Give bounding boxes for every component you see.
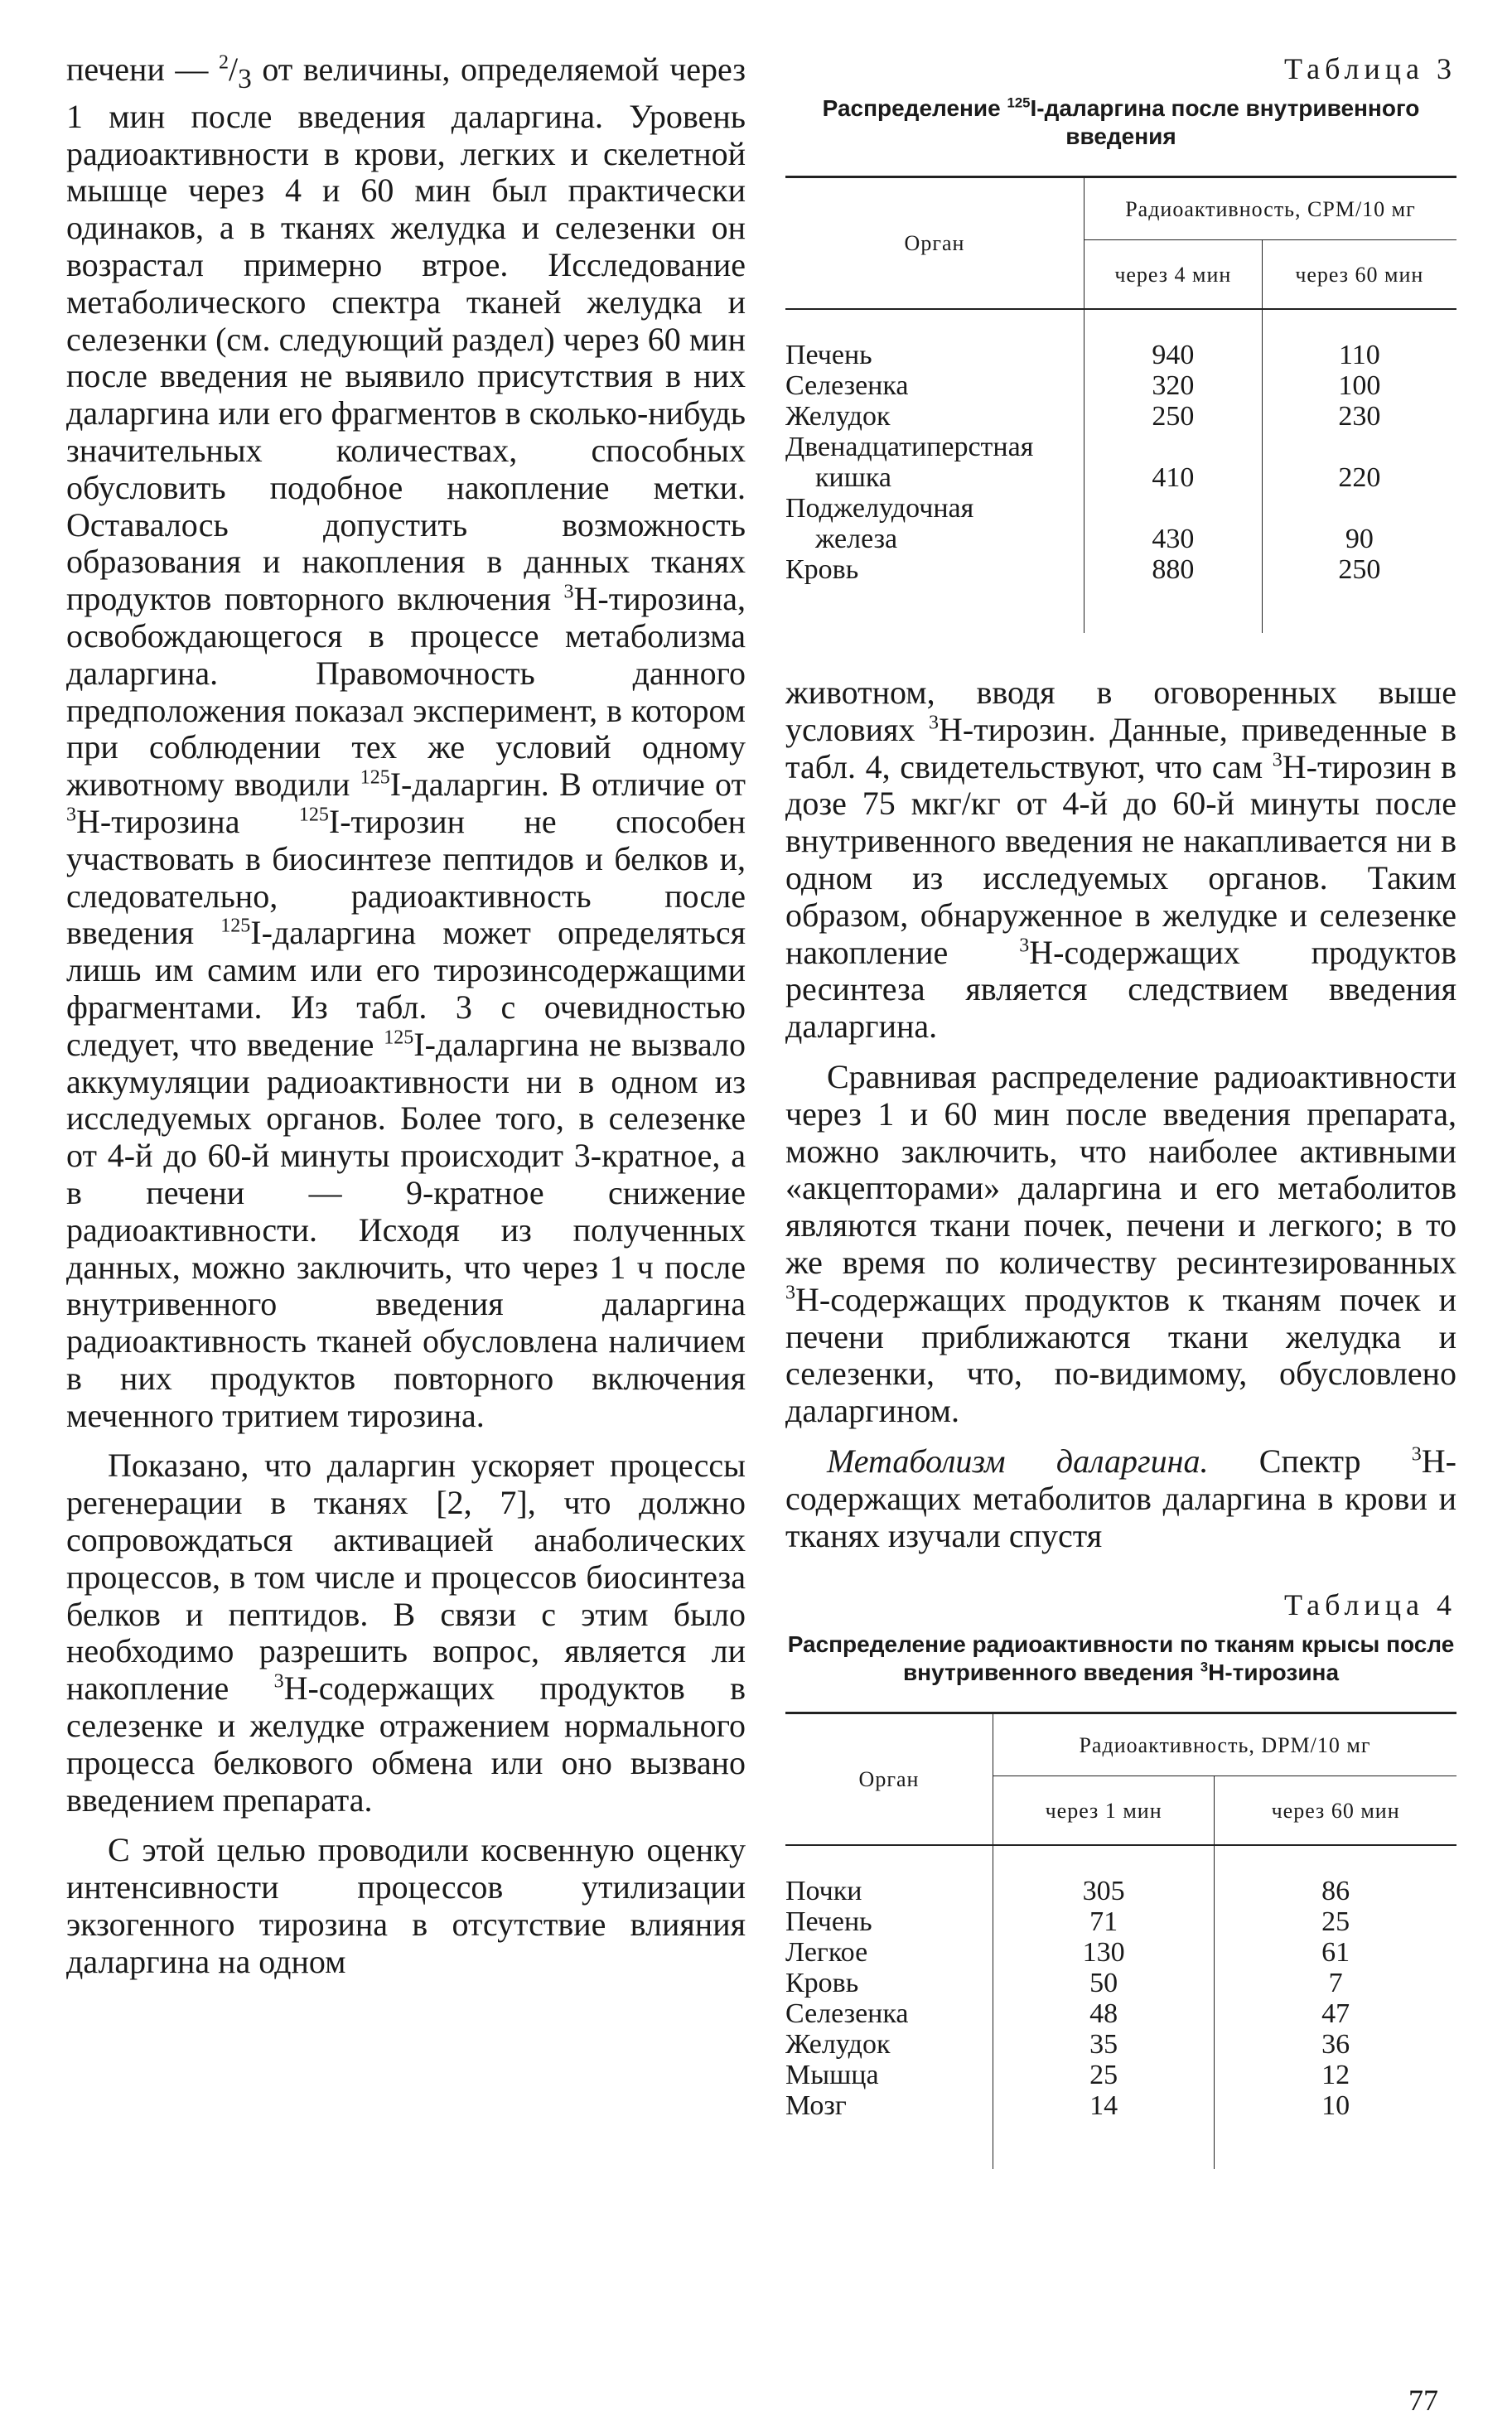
value-cell: 230 (1338, 401, 1381, 432)
table-row (785, 370, 1456, 401)
organ-cell: Поджелудочная железа (785, 493, 1084, 554)
value-cell: 305 (993, 1845, 1215, 1906)
table-label: Таблица 3 (1284, 52, 1456, 85)
value-cell: 48 (993, 1998, 1215, 2029)
left-column (66, 51, 746, 1981)
value-cell: 130 (993, 1937, 1215, 1968)
value-cell: 25 (993, 2060, 1215, 2090)
value-cell: 220 (1338, 462, 1381, 493)
header-time-b: через 60 мин (1262, 240, 1456, 310)
table-row (785, 1998, 1456, 2029)
value-cell: 7 (1328, 1968, 1343, 1999)
header-radioactivity: Радиоактивность, CPM/10 мг (1084, 177, 1457, 240)
data-table (785, 176, 1456, 633)
value-cell: 320 (1084, 370, 1263, 401)
table-row (785, 493, 1456, 554)
header-organ: Орган (785, 177, 1084, 310)
organ-cell: Легкое (785, 1937, 993, 1968)
organ-cell: Кровь (785, 1968, 993, 1998)
organ-cell: Желудок (785, 2029, 993, 2060)
table-row (785, 309, 1456, 370)
organ-cell: Мышца (785, 2060, 993, 2090)
organ-cell: Двенадцатиперстная кишка (785, 432, 1084, 493)
value-cell: 61 (1321, 1937, 1350, 1969)
organ-cell: Печень (785, 309, 1084, 370)
table-3 (785, 51, 1456, 633)
value-cell: 71 (993, 1906, 1215, 1937)
value-cell: 36 (1321, 2029, 1350, 2061)
right-text (785, 674, 1456, 1554)
page-number: 77 (1408, 2384, 1438, 2417)
organ-cell: Селезенка (785, 370, 1084, 401)
value-cell: 100 (1338, 370, 1381, 401)
header-radioactivity: Радиоактивность, DPM/10 мг (993, 1713, 1457, 1776)
value-cell: 50 (993, 1968, 1215, 1998)
data-table (785, 1712, 1456, 2169)
paragraph: печени — $^2/_3$ от величины, определяемой через 1 мин после введения даларгина. Уровень радиоактивности в крови, легких и скелетной мышце через 4 и 60 мин был практически одинаков, а в тканях желудка и селезенки он возрастал примерно втрое. Исследование метаболического спектра тканей желудка и селезенки (см. следующий раздел) через 60 мин после введения не выявило присутствия в них даларгина или его фрагментов в сколько-нибудь значительных количествах, способных обусловить подобное накопление метки. Оставалось допустить возможность образования и накопления в данных тканях продуктов повторного включения $^3$Н-тирозина, освобождающегося в процессе метаболизма даларгина. Правомочность данного предположения показал эксперимент, в котором при соблюдении тех же условий одному животному вводили $^{125}$I-даларгин. В отличие от $^3$Н-тирозина $^{125}$I-тирозин не способен участвовать в биосинтезе пептидов и белков и, следовательно, радиоактивность после введения $^{125}$I-даларгина может определяться лишь им самим или его тирозинсодержащими фрагментами. Из табл. 3 с очевидностью следует, что введение $^{125}$I-даларгина не вызвало аккумуляции радиоактивности ни в одном из исследуемых органов. Более того, в селезенке от 4-й до 60-й минуты происходит 3-кратное, а в печени — 9-кратное снижение радиоактивности. Исходя из полученных данных, можно заключить, что через 1 ч после внутривенного введения даларгина радиоактивность тканей обусловлена наличием в них продуктов повторного включения меченного тритием тирозина. (66, 51, 746, 1434)
value-cell: 880 (1084, 554, 1263, 633)
table-title: Распределение радиоактивности по тканям крысы после внутривенного введения $^3$Н-тирозина (787, 1631, 1455, 1686)
value-cell: 10 (1321, 2090, 1350, 2122)
value-cell: 35 (993, 2029, 1215, 2060)
right-column (785, 51, 1456, 2169)
value-cell: 940 (1084, 309, 1263, 370)
organ-cell: Мозг (785, 2090, 993, 2169)
value-cell: 86 (1321, 1876, 1350, 1907)
table-title: Распределение $^{125}$I-даларгина после внутривенного введения (822, 94, 1420, 149)
organ-cell: Желудок (785, 401, 1084, 432)
table-row (785, 2060, 1456, 2090)
paragraph: животном, вводя в оговоренных выше условиях $^3$Н-тирозин. Данные, приведенные в табл. 4, свидетельствуют, что сам $^3$Н-тирозин в дозе 75 мкг/кг от 4-й до 60-й минуты после внутривенного введения не накапливается ни в одном из исследуемых органов. Таким образом, обнаруженное в желудке и селезенке накопление $^3$Н-содержащих продуктов ресинтеза является следствием введения даларгина. (785, 674, 1457, 1046)
value-cell: 430 (1084, 493, 1263, 554)
header-time-a: через 1 мин (993, 1776, 1215, 1846)
paragraph: Метаболизм даларгина. Спектр $^3$Н-содержащих метаболитов даларгина в крови и тканях изучали спустя (785, 1442, 1457, 1554)
table-row (785, 1968, 1456, 1998)
organ-cell: Почки (785, 1845, 993, 1906)
header-organ: Орган (785, 1713, 993, 1846)
value-cell: 90 (1345, 524, 1374, 554)
value-cell: 14 (993, 2090, 1215, 2169)
table-label: Таблица 4 (1284, 1588, 1456, 1622)
value-cell: 250 (1084, 401, 1263, 432)
value-cell: 47 (1321, 1998, 1350, 2030)
table-row (785, 1845, 1456, 1906)
table-row (785, 554, 1456, 633)
table-row (785, 1937, 1456, 1968)
organ-cell: Селезенка (785, 1998, 993, 2029)
paragraph: Показано, что даларгин ускоряет процессы регенерации в тканях [2, 7], что должно сопровождаться активацией анаболических процессов, в том числе и процессов биосинтеза белков и пептидов. В связи с этим было необходимо разрешить вопрос, является ли накопление $^3$Н-содержащих продуктов в селезенке и желудке отражением нормального процесса белкового обмена или оно вызвано введением препарата. (66, 1447, 746, 1819)
value-cell: 12 (1321, 2060, 1350, 2091)
table-4 (785, 1587, 1456, 2169)
header-time-a: через 4 мин (1084, 240, 1263, 310)
header-time-b: через 60 мин (1215, 1776, 1456, 1846)
table-row (785, 432, 1456, 493)
organ-cell: Печень (785, 1906, 993, 1937)
table-row (785, 1906, 1456, 1937)
table-row (785, 2090, 1456, 2169)
value-cell: 25 (1321, 1906, 1350, 1938)
value-cell: 250 (1338, 554, 1381, 585)
paragraph: С этой целью проводили косвенную оценку интенсивности процессов утилизации экзогенного тирозина в отсутствие влияния даларгина на одном (66, 1831, 746, 1980)
paragraph: Сравнивая распределение радиоактивности через 1 и 60 мин после введения препарата, можно заключить, что наиболее активными «акцепторами» даларгина и его метаболитов являются ткани почек, печени и легкого; в то же время по количеству ресинтезированных $^3$Н-содержащих продуктов к тканям почек и печени приближаются ткани желудка и селезенки, что, по-видимому, обусловлено даларгином. (785, 1057, 1456, 1430)
organ-cell: Кровь (785, 554, 1084, 633)
table-row (785, 401, 1456, 432)
table-row (785, 2029, 1456, 2060)
value-cell: 410 (1084, 432, 1263, 493)
value-cell: 110 (1338, 340, 1380, 370)
